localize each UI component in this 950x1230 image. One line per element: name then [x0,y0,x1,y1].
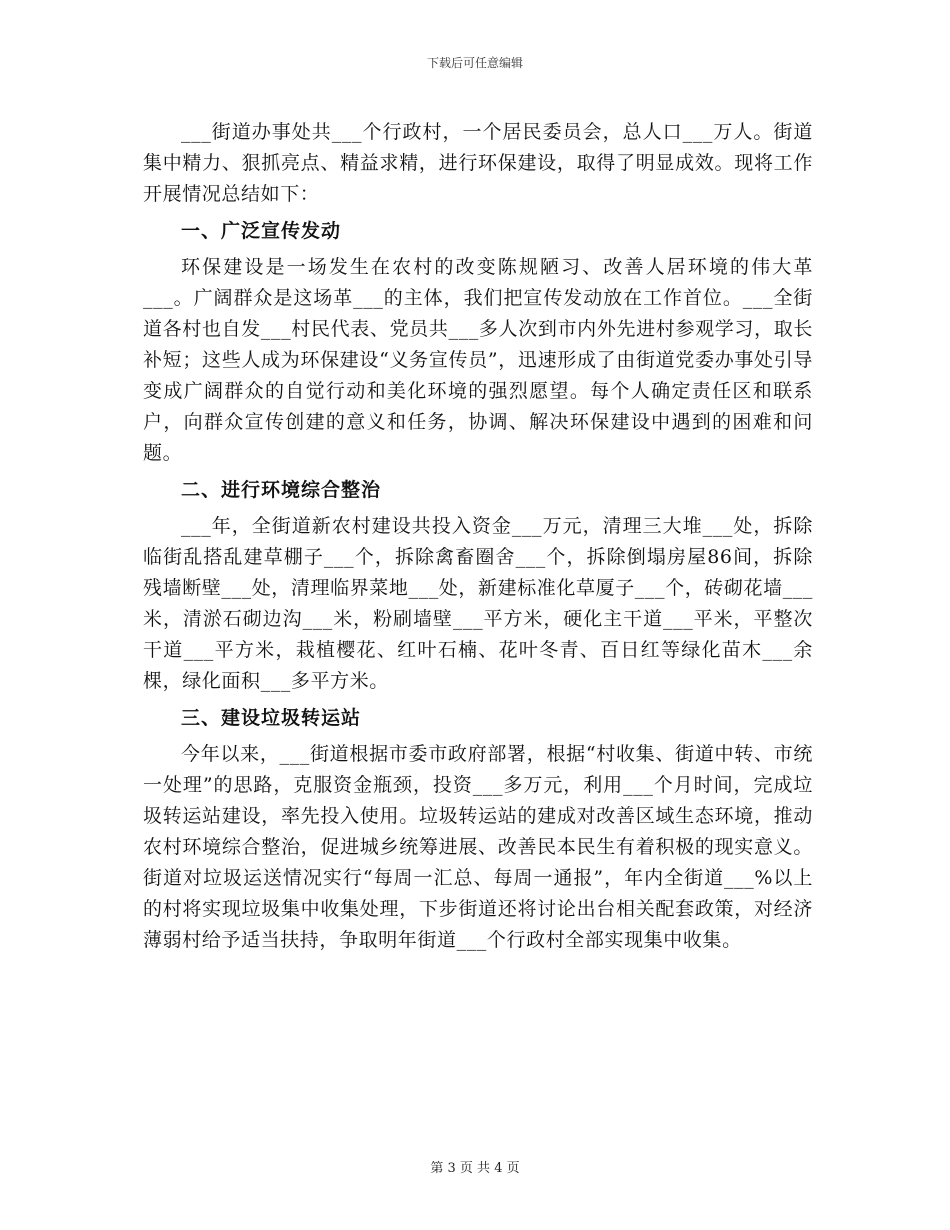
page-footer: 第 3 页 共 4 页 [430,1161,520,1176]
section-paragraph-2: ___年，全街道新农村建设共投入资金___万元，清理三大堆___处，拆除临街乱搭乱建草棚子___个，拆除禽畜圈舍___个，拆除倒塌房屋86间，拆除残墙断壁___处，清理临界菜地___处，新建标准化草厦子___个，砖砌花墙___米，清淤石砌边沟___米，粉刷墙壁___平方米，硬化主干道___平米，平整次干道___平方米，栽植樱花、红叶石楠、花叶冬青、百日红等绿化苗木___余棵，绿化面积___多平方米。 [143,515,814,692]
section-paragraph-1: 环保建设是一场发生在农村的改变陈规陋习、改善人居环境的伟大革___。广阔群众是这场革___的主体，我们把宣传发动放在工作首位。___全街道各村也自发___村民代表、党员共___多人次到市内外先进村参观学习，取长补短；这些人成为环保建设“义务宣传员”，迅速形成了由街道党委办事处引导变成广阔群众的自觉行动和美化环境的强烈愿望。每个人确定责任区和联系户，向群众宣传创建的意义和任务，协调、解决环保建设中遇到的困难和问题。 [143,256,813,464]
section-heading-1: 一、广泛宣传发动 [181,220,342,242]
section-heading-2: 二、进行环境综合整治 [181,479,382,501]
page-header: 下载后可任意编辑 [426,56,523,70]
document-body [143,117,813,956]
section-heading-3: 三、建设垃圾转运站 [181,707,362,729]
section-paragraph-3: 今年以来，___街道根据市委市政府部署，根据“村收集、街道中转、市统一处理”的思路，克服资金瓶颈，投资___多万元，利用___个月时间，完成垃圾转运站建设，率先投入使用。垃圾转运站的建成对改善区域生态环境，推动农村环境综合整治，促进城乡统筹进展、改善民本民生有着积极的现实意义。街道对垃圾运送情况实行“每周一汇总、每周一通报”，年内全街道___%以上的村将实现垃圾集中收集处理，下步街道还将讨论出台相关配套政策，对经济薄弱村给予适当扶持，争取明年街道___个行政村全部实现集中收集。 [143,743,813,951]
intro-paragraph: ___街道办事处共___个行政村，一个居民委员会，总人口___万人。街道集中精力、狠抓亮点、精益求精，进行环保建设，取得了明显成效。现将工作开展情况总结如下： [143,121,813,205]
